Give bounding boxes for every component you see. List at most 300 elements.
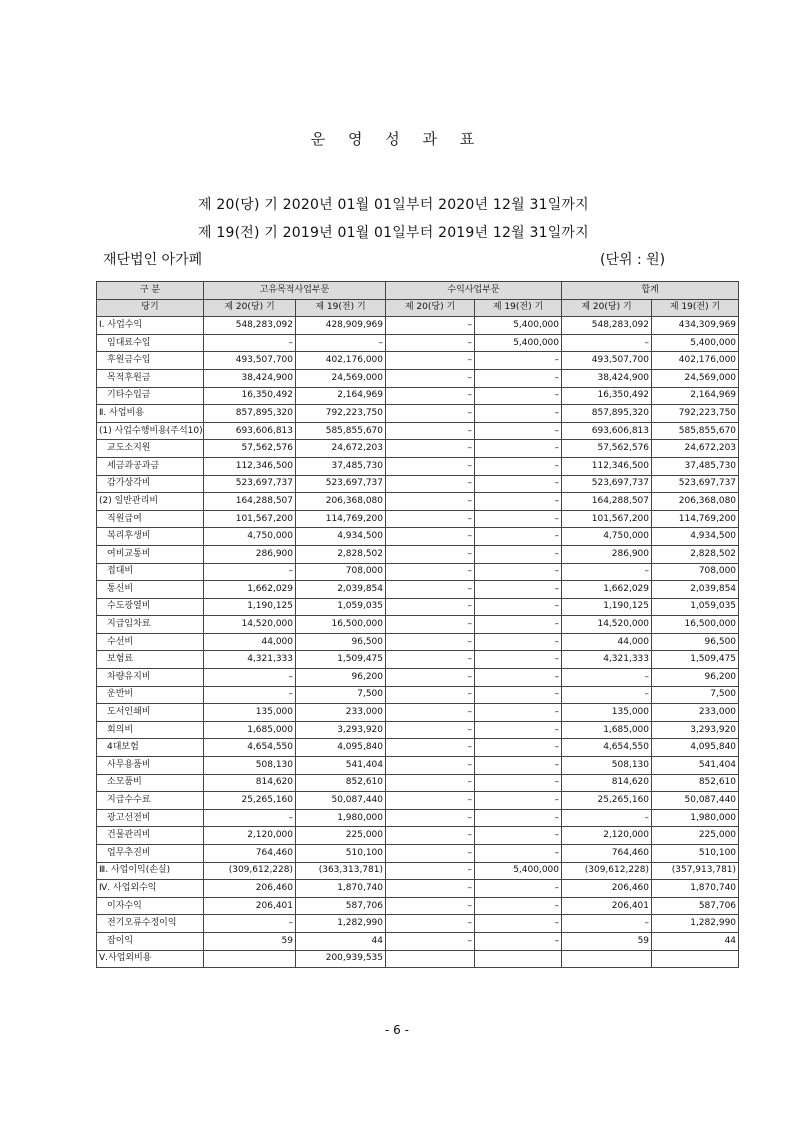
- table-row: [97, 475, 739, 493]
- table-row: [97, 545, 739, 563]
- cell-value: –: [204, 334, 296, 352]
- cell-value: 286,900: [562, 545, 652, 563]
- header-sub-label: 당기: [97, 299, 204, 317]
- table-row: [97, 845, 739, 863]
- cell-value: –: [475, 598, 562, 616]
- cell-value: 5,400,000: [652, 334, 739, 352]
- cell-value: –: [296, 334, 386, 352]
- row-label: 전기오류수정이익: [97, 915, 204, 933]
- cell-value: 200,939,535: [296, 950, 386, 968]
- cell-value: 37,485,730: [296, 457, 386, 475]
- cell-value: 135,000: [204, 704, 296, 722]
- row-label: 통신비: [97, 581, 204, 599]
- cell-value: 1,870,740: [652, 880, 739, 898]
- cell-value: 4,750,000: [562, 528, 652, 546]
- header-sub-profit-prior: 제 19(전) 기: [475, 299, 562, 317]
- table-row: [97, 827, 739, 845]
- cell-value: 7,500: [296, 686, 386, 704]
- cell-value: (357,913,781): [652, 862, 739, 880]
- cell-value: 402,176,000: [652, 352, 739, 370]
- cell-value: 2,164,969: [652, 387, 739, 405]
- cell-value: –: [475, 774, 562, 792]
- table-row: [97, 317, 739, 335]
- cell-value: 510,100: [296, 845, 386, 863]
- row-label: Ⅰ. 사업수익: [97, 317, 204, 335]
- cell-value: –: [386, 686, 475, 704]
- cell-value: [652, 950, 739, 968]
- cell-value: 764,460: [562, 845, 652, 863]
- cell-value: 14,520,000: [204, 616, 296, 634]
- header-profit: 수익사업부문: [386, 282, 562, 300]
- header-group-row: [97, 282, 739, 300]
- cell-value: 4,934,500: [652, 528, 739, 546]
- cell-value: –: [562, 809, 652, 827]
- cell-value: 112,346,500: [204, 457, 296, 475]
- cell-value: –: [386, 369, 475, 387]
- row-label: 소모품비: [97, 774, 204, 792]
- row-label: (1) 사업수행비용(주석10): [97, 422, 204, 440]
- cell-value: –: [475, 581, 562, 599]
- cell-value: 585,855,670: [296, 422, 386, 440]
- cell-value: –: [475, 809, 562, 827]
- row-label: 감가상각비: [97, 475, 204, 493]
- cell-value: 24,569,000: [652, 369, 739, 387]
- cell-value: –: [204, 809, 296, 827]
- cell-value: –: [475, 739, 562, 757]
- cell-value: 1,190,125: [204, 598, 296, 616]
- cell-value: 1,509,475: [652, 651, 739, 669]
- cell-value: 402,176,000: [296, 352, 386, 370]
- cell-value: –: [475, 932, 562, 950]
- cell-value: 2,120,000: [204, 827, 296, 845]
- cell-value: –: [386, 475, 475, 493]
- row-label: Ⅴ.사업외비용: [97, 950, 204, 968]
- cell-value: –: [386, 387, 475, 405]
- cell-value: 1,662,029: [204, 581, 296, 599]
- table-row: [97, 950, 739, 968]
- cell-value: (309,612,228): [562, 862, 652, 880]
- cell-value: –: [386, 651, 475, 669]
- cell-value: 38,424,900: [204, 369, 296, 387]
- header-sub-nonprofit-prior: 제 19(전) 기: [296, 299, 386, 317]
- table-row: [97, 422, 739, 440]
- row-label: 건물관리비: [97, 827, 204, 845]
- cell-value: 44,000: [562, 633, 652, 651]
- row-label: 복리후생비: [97, 528, 204, 546]
- cell-value: 1,059,035: [296, 598, 386, 616]
- cell-value: 493,507,700: [562, 352, 652, 370]
- cell-value: 24,672,203: [296, 440, 386, 458]
- cell-value: –: [475, 528, 562, 546]
- row-label: 잡이익: [97, 932, 204, 950]
- table-row: [97, 721, 739, 739]
- cell-value: 96,200: [652, 669, 739, 687]
- cell-value: 541,404: [296, 757, 386, 775]
- cell-value: –: [386, 422, 475, 440]
- cell-value: 1,662,029: [562, 581, 652, 599]
- cell-value: –: [386, 633, 475, 651]
- cell-value: –: [475, 704, 562, 722]
- cell-value: –: [386, 334, 475, 352]
- row-label: 교도소지원: [97, 440, 204, 458]
- table-row: [97, 457, 739, 475]
- cell-value: 44: [652, 932, 739, 950]
- cell-value: –: [475, 669, 562, 687]
- cell-value: –: [386, 581, 475, 599]
- cell-value: –: [386, 457, 475, 475]
- cell-value: 541,404: [652, 757, 739, 775]
- row-label: 회의비: [97, 721, 204, 739]
- cell-value: –: [386, 528, 475, 546]
- header-total: 합계: [562, 282, 739, 300]
- cell-value: 1,870,740: [296, 880, 386, 898]
- table-row: [97, 581, 739, 599]
- cell-value: 59: [204, 932, 296, 950]
- cell-value: –: [475, 827, 562, 845]
- table-row: [97, 352, 739, 370]
- cell-value: 708,000: [652, 563, 739, 581]
- organization-name: 재단법인 아가페: [103, 252, 203, 268]
- cell-value: 708,000: [296, 563, 386, 581]
- cell-value: 693,606,813: [562, 422, 652, 440]
- cell-value: 1,282,990: [652, 915, 739, 933]
- cell-value: 434,309,969: [652, 317, 739, 335]
- cell-value: 206,401: [562, 897, 652, 915]
- table-row: [97, 686, 739, 704]
- cell-value: 523,697,737: [562, 475, 652, 493]
- cell-value: 587,706: [296, 897, 386, 915]
- cell-value: 206,368,080: [296, 493, 386, 511]
- cell-value: –: [562, 915, 652, 933]
- cell-value: –: [475, 915, 562, 933]
- cell-value: [562, 950, 652, 968]
- cell-value: –: [204, 563, 296, 581]
- cell-value: 1,282,990: [296, 915, 386, 933]
- cell-value: –: [386, 352, 475, 370]
- cell-value: 792,223,750: [652, 405, 739, 423]
- cell-value: 4,095,840: [652, 739, 739, 757]
- cell-value: 233,000: [296, 704, 386, 722]
- cell-value: 44,000: [204, 633, 296, 651]
- cell-value: 25,265,160: [562, 792, 652, 810]
- table-row: [97, 669, 739, 687]
- header-nonprofit: 고유목적사업부문: [204, 282, 386, 300]
- cell-value: 857,895,320: [562, 405, 652, 423]
- cell-value: –: [562, 686, 652, 704]
- cell-value: –: [475, 422, 562, 440]
- cell-value: –: [386, 739, 475, 757]
- table-row: [97, 651, 739, 669]
- cell-value: 206,368,080: [652, 493, 739, 511]
- header-sub-row: [97, 299, 739, 317]
- cell-value: –: [475, 880, 562, 898]
- cell-value: 38,424,900: [562, 369, 652, 387]
- table-row: [97, 528, 739, 546]
- table-row: [97, 774, 739, 792]
- header-sub-profit-current: 제 20(당) 기: [386, 299, 475, 317]
- cell-value: 59: [562, 932, 652, 950]
- row-label: 수도광열비: [97, 598, 204, 616]
- row-label: Ⅲ. 사업이익(손실): [97, 862, 204, 880]
- cell-value: 852,610: [652, 774, 739, 792]
- cell-value: –: [204, 669, 296, 687]
- cell-value: –: [386, 545, 475, 563]
- cell-value: 286,900: [204, 545, 296, 563]
- table-row: [97, 633, 739, 651]
- table-row: [97, 334, 739, 352]
- cell-value: 16,350,492: [204, 387, 296, 405]
- cell-value: 225,000: [296, 827, 386, 845]
- cell-value: 587,706: [652, 897, 739, 915]
- row-label: 이자수익: [97, 897, 204, 915]
- cell-value: 523,697,737: [652, 475, 739, 493]
- cell-value: [204, 950, 296, 968]
- cell-value: 2,039,854: [296, 581, 386, 599]
- cell-value: –: [386, 897, 475, 915]
- table-row: [97, 387, 739, 405]
- cell-value: –: [386, 792, 475, 810]
- cell-value: 5,400,000: [475, 317, 562, 335]
- cell-value: –: [475, 563, 562, 581]
- cell-value: 57,562,576: [204, 440, 296, 458]
- cell-value: 135,000: [562, 704, 652, 722]
- cell-value: 96,200: [296, 669, 386, 687]
- cell-value: 852,610: [296, 774, 386, 792]
- cell-value: 206,401: [204, 897, 296, 915]
- cell-value: 50,087,440: [296, 792, 386, 810]
- row-label: 여비교통비: [97, 545, 204, 563]
- row-label: Ⅳ. 사업외수익: [97, 880, 204, 898]
- cell-value: –: [475, 651, 562, 669]
- table-row: [97, 598, 739, 616]
- cell-value: [386, 950, 475, 968]
- table-row: [97, 563, 739, 581]
- table-row: [97, 880, 739, 898]
- row-label: 임대료수입: [97, 334, 204, 352]
- cell-value: –: [475, 475, 562, 493]
- cell-value: 548,283,092: [562, 317, 652, 335]
- table-body: [97, 282, 739, 968]
- cell-value: 206,460: [562, 880, 652, 898]
- cell-value: 4,095,840: [296, 739, 386, 757]
- header-sub-total-current: 제 20(당) 기: [562, 299, 652, 317]
- table-row: [97, 739, 739, 757]
- cell-value: 4,321,333: [562, 651, 652, 669]
- cell-value: 24,569,000: [296, 369, 386, 387]
- cell-value: 4,934,500: [296, 528, 386, 546]
- cell-value: 2,828,502: [296, 545, 386, 563]
- row-label: 접대비: [97, 563, 204, 581]
- cell-value: 225,000: [652, 827, 739, 845]
- cell-value: –: [475, 352, 562, 370]
- cell-value: 1,190,125: [562, 598, 652, 616]
- cell-value: (309,612,228): [204, 862, 296, 880]
- cell-value: 493,507,700: [204, 352, 296, 370]
- cell-value: 1,059,035: [652, 598, 739, 616]
- row-label: 지급수수료: [97, 792, 204, 810]
- cell-value: –: [475, 545, 562, 563]
- header-category: 구 분: [97, 282, 204, 300]
- cell-value: 114,769,200: [652, 510, 739, 528]
- cell-value: –: [475, 686, 562, 704]
- row-label: 지급임차료: [97, 616, 204, 634]
- table-row: [97, 897, 739, 915]
- row-label: 직원급여: [97, 510, 204, 528]
- cell-value: –: [475, 616, 562, 634]
- row-label: 세금과공과금: [97, 457, 204, 475]
- cell-value: 508,130: [204, 757, 296, 775]
- cell-value: 37,485,730: [652, 457, 739, 475]
- table-row: [97, 405, 739, 423]
- cell-value: –: [386, 774, 475, 792]
- cell-value: –: [386, 493, 475, 511]
- table-row: [97, 809, 739, 827]
- period-current: 제 20(당) 기 2020년 01월 01일부터 2020년 12월 31일까지: [198, 197, 589, 213]
- cell-value: 96,500: [296, 633, 386, 651]
- cell-value: 523,697,737: [296, 475, 386, 493]
- cell-value: 2,164,969: [296, 387, 386, 405]
- operating-results-table: [96, 281, 739, 968]
- cell-value: 2,120,000: [562, 827, 652, 845]
- cell-value: –: [386, 721, 475, 739]
- cell-value: –: [562, 334, 652, 352]
- cell-value: 4,321,333: [204, 651, 296, 669]
- cell-value: –: [475, 633, 562, 651]
- cell-value: 5,400,000: [475, 334, 562, 352]
- cell-value: –: [475, 405, 562, 423]
- cell-value: 5,400,000: [475, 862, 562, 880]
- row-label: 수선비: [97, 633, 204, 651]
- cell-value: –: [204, 686, 296, 704]
- cell-value: 96,500: [652, 633, 739, 651]
- cell-value: 1,509,475: [296, 651, 386, 669]
- cell-value: 44: [296, 932, 386, 950]
- cell-value: 814,620: [562, 774, 652, 792]
- table-row: [97, 616, 739, 634]
- row-label: 운반비: [97, 686, 204, 704]
- cell-value: [475, 950, 562, 968]
- cell-value: 510,100: [652, 845, 739, 863]
- cell-value: –: [475, 369, 562, 387]
- cell-value: –: [475, 457, 562, 475]
- cell-value: –: [475, 510, 562, 528]
- cell-value: –: [386, 932, 475, 950]
- cell-value: 1,980,000: [296, 809, 386, 827]
- cell-value: 164,288,507: [204, 493, 296, 511]
- cell-value: –: [386, 317, 475, 335]
- cell-value: 57,562,576: [562, 440, 652, 458]
- table-row: [97, 862, 739, 880]
- cell-value: –: [386, 616, 475, 634]
- cell-value: 16,500,000: [296, 616, 386, 634]
- header-sub-nonprofit-current: 제 20(당) 기: [204, 299, 296, 317]
- cell-value: 4,654,550: [204, 739, 296, 757]
- cell-value: –: [386, 809, 475, 827]
- header-sub-total-prior: 제 19(전) 기: [652, 299, 739, 317]
- cell-value: 233,000: [652, 704, 739, 722]
- cell-value: –: [386, 669, 475, 687]
- cell-value: 857,895,320: [204, 405, 296, 423]
- cell-value: 428,909,969: [296, 317, 386, 335]
- row-label: 보험료: [97, 651, 204, 669]
- cell-value: 4,654,550: [562, 739, 652, 757]
- cell-value: –: [386, 862, 475, 880]
- table-row: [97, 757, 739, 775]
- cell-value: 1,980,000: [652, 809, 739, 827]
- cell-value: 548,283,092: [204, 317, 296, 335]
- cell-value: 101,567,200: [204, 510, 296, 528]
- cell-value: –: [475, 440, 562, 458]
- table-row: [97, 792, 739, 810]
- cell-value: 16,500,000: [652, 616, 739, 634]
- cell-value: –: [386, 563, 475, 581]
- cell-value: 693,606,813: [204, 422, 296, 440]
- cell-value: –: [386, 827, 475, 845]
- table-row: [97, 704, 739, 722]
- cell-value: (363,313,781): [296, 862, 386, 880]
- cell-value: 4,750,000: [204, 528, 296, 546]
- row-label: 광고선전비: [97, 809, 204, 827]
- cell-value: –: [386, 915, 475, 933]
- cell-value: –: [562, 563, 652, 581]
- cell-value: 164,288,507: [562, 493, 652, 511]
- table-row: [97, 440, 739, 458]
- page-number: - 6 -: [385, 1023, 409, 1037]
- cell-value: –: [386, 510, 475, 528]
- cell-value: –: [475, 721, 562, 739]
- cell-value: 3,293,920: [296, 721, 386, 739]
- cell-value: –: [204, 915, 296, 933]
- cell-value: 3,293,920: [652, 721, 739, 739]
- cell-value: –: [475, 387, 562, 405]
- document-title: 운 영 성 과 표: [310, 130, 484, 148]
- cell-value: –: [386, 598, 475, 616]
- cell-value: 2,828,502: [652, 545, 739, 563]
- cell-value: 1,685,000: [562, 721, 652, 739]
- unit-label: (단위 : 원): [600, 252, 666, 268]
- row-label: 업무추진비: [97, 845, 204, 863]
- cell-value: –: [475, 757, 562, 775]
- cell-value: –: [475, 493, 562, 511]
- cell-value: 7,500: [652, 686, 739, 704]
- cell-value: –: [475, 845, 562, 863]
- cell-value: 585,855,670: [652, 422, 739, 440]
- cell-value: –: [475, 897, 562, 915]
- cell-value: 523,697,737: [204, 475, 296, 493]
- cell-value: 14,520,000: [562, 616, 652, 634]
- row-label: 도서인쇄비: [97, 704, 204, 722]
- cell-value: –: [386, 405, 475, 423]
- cell-value: 2,039,854: [652, 581, 739, 599]
- row-label: 기타수입금: [97, 387, 204, 405]
- cell-value: 764,460: [204, 845, 296, 863]
- cell-value: 792,223,750: [296, 405, 386, 423]
- row-label: (2) 일반관리비: [97, 493, 204, 511]
- cell-value: –: [475, 792, 562, 810]
- cell-value: 814,620: [204, 774, 296, 792]
- cell-value: 50,087,440: [652, 792, 739, 810]
- cell-value: 101,567,200: [562, 510, 652, 528]
- row-label: Ⅱ. 사업비용: [97, 405, 204, 423]
- cell-value: 508,130: [562, 757, 652, 775]
- table-row: [97, 915, 739, 933]
- row-label: 4대보험: [97, 739, 204, 757]
- table-row: [97, 510, 739, 528]
- row-label: 후원금수입: [97, 352, 204, 370]
- cell-value: –: [386, 880, 475, 898]
- cell-value: 112,346,500: [562, 457, 652, 475]
- cell-value: –: [386, 757, 475, 775]
